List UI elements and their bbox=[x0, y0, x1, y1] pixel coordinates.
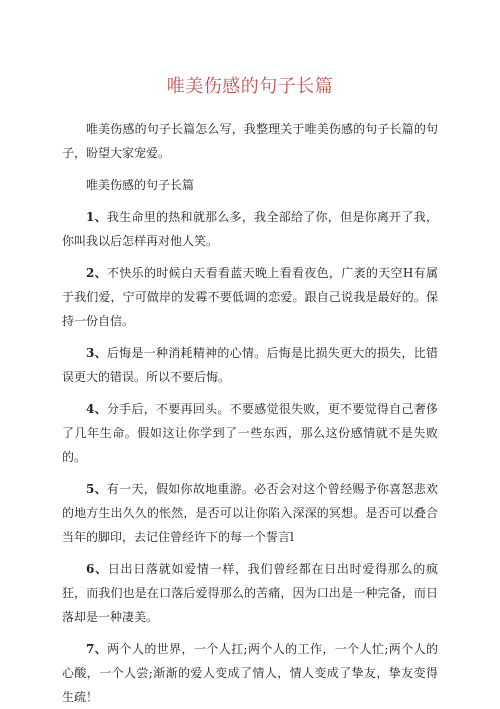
item-text: 我生命里的热和就那么多，我全部给了你，但是你离开了我，你叫我以后怎样再对他人笑。 bbox=[62, 210, 438, 248]
item-text: 不快乐的时候白天看看蓝天晚上看看夜色，广袤的天空H有属于我们爱，宁可做岸的发霉不要低调的恋爱。跟自己说我是最好的。保持一份自信。 bbox=[62, 266, 438, 328]
item-text: 后悔是一种消耗精神的心情。后悔是比损失更大的损失，比错误更大的错误。所以不要后悔。 bbox=[62, 346, 438, 384]
list-item bbox=[62, 637, 438, 709]
item-number: 4、 bbox=[86, 402, 107, 416]
section-subheading: 唯美伤感的句子长篇 bbox=[86, 178, 195, 192]
item-text: 两个人的世界，一个人扛;两个人的工作，一个人忙;两个人的心酸，一个人尝;渐渐的爱人变成了情人，情人变成了挚友，挚友变得生疏！ bbox=[62, 642, 438, 704]
item-number: 3、 bbox=[86, 346, 107, 360]
list-item bbox=[62, 205, 438, 253]
item-number: 6、 bbox=[86, 562, 108, 576]
list-item bbox=[62, 397, 438, 469]
item-number: 2、 bbox=[86, 266, 108, 280]
page-title: 唯美伤感的句子长篇 bbox=[166, 76, 334, 97]
list-item bbox=[62, 557, 438, 629]
list-item bbox=[62, 477, 438, 549]
list-item bbox=[62, 261, 438, 333]
item-text: 分手后，不要再回头。不要感觉很失败，更不要觉得自己奢侈了几年生命。假如这让你学到了一些东西，那么这份感情就不是失败的。 bbox=[62, 402, 438, 464]
item-number: 5、 bbox=[86, 482, 107, 496]
list-item bbox=[62, 341, 438, 389]
intro-paragraph: 唯美伤感的句子长篇怎么写，我整理关于唯美伤感的句子长篇的句子，盼望大家宠爱。 bbox=[62, 122, 438, 160]
item-text: 有一天，假如你故地重游。必否会对这个曾经赐予你喜怒悲欢的地方生出久久的怅然，是否可以让你陷入深深的冥想。是否可以叠合当年的脚印，去记住曾经许下的每一个誓言l bbox=[62, 482, 438, 544]
item-number: 1、 bbox=[86, 210, 107, 224]
item-text: 日出日落就如爱情一样，我们曾经都在日出时爱得那么的疯狂，而我们也是在口落后爱得那么的苦痛，因为口出是一种完备，而日落却是一种凄美。 bbox=[62, 562, 438, 624]
item-number: 7、 bbox=[86, 642, 108, 656]
